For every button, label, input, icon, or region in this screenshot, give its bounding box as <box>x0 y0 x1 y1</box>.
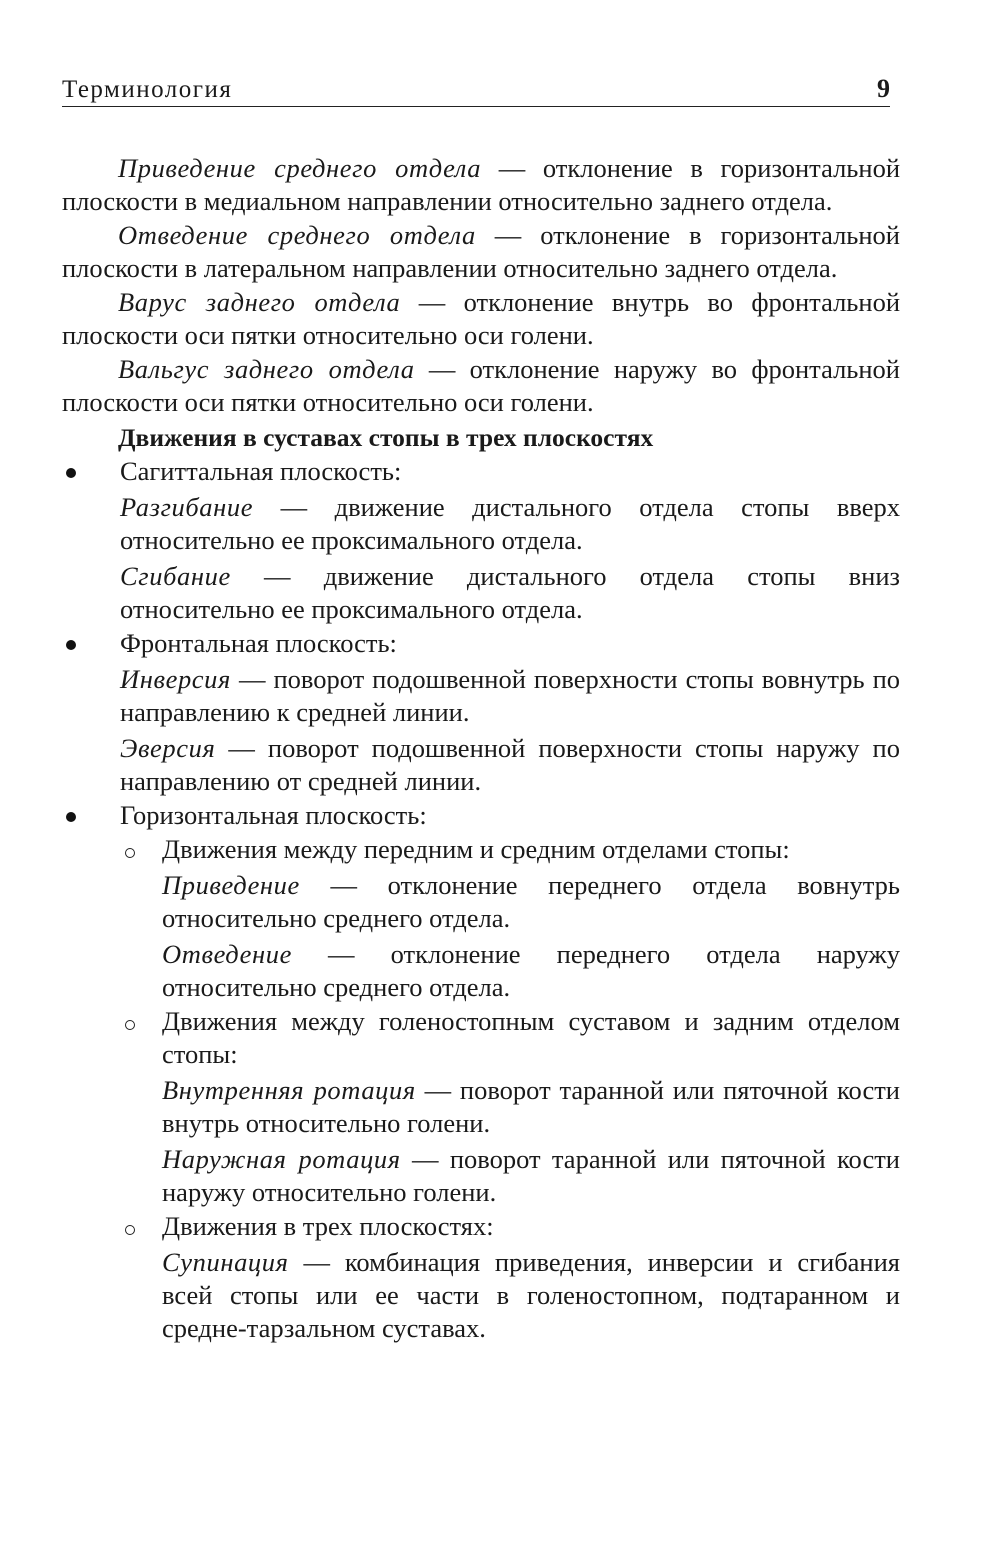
definition-item <box>162 938 900 1004</box>
term: Приведение <box>162 870 300 900</box>
paragraph <box>62 286 900 352</box>
definition-item <box>120 663 900 729</box>
definition: — движение дистального отдела стопы вверх относительно ее проксимального отдела. <box>120 492 900 555</box>
bullet-dot-icon <box>66 640 76 650</box>
term: Отведение среднего отдела <box>118 220 476 250</box>
term: Сгибание <box>120 561 231 591</box>
paragraph <box>62 353 900 419</box>
definition-item <box>162 1143 900 1209</box>
section-heading: Движения в суставах стопы в трех плоскостях <box>118 423 654 452</box>
sublist-label: Движения между передним и средним отделами стопы: <box>162 834 790 864</box>
bullet-dot-icon <box>66 468 76 478</box>
definition: — отклонение переднего отдела вовнутрь относительно среднего отдела. <box>162 870 900 933</box>
paragraph <box>62 152 900 218</box>
definition: — поворот таранной или пяточной кости наружу относительно голени. <box>162 1144 900 1207</box>
circle-bullet-icon <box>125 848 135 858</box>
term: Наружная ротация <box>162 1144 401 1174</box>
chapter-title: Терминология <box>62 76 233 103</box>
page-number: 9 <box>877 74 890 103</box>
definition-item <box>162 1246 900 1345</box>
definition: — отклонение переднего отдела наружу относительно среднего отдела. <box>162 939 900 1002</box>
term: Инверсия <box>120 664 231 694</box>
definition-item <box>162 869 900 935</box>
sublist-label: Движения между голеностопным суставом и задним отделом стопы: <box>162 1006 900 1069</box>
bullet-dot-icon <box>66 812 76 822</box>
term: Внутренняя ротация <box>162 1075 416 1105</box>
term: Отведение <box>162 939 292 969</box>
page-body <box>62 152 900 1345</box>
definition: — поворот подошвенной поверхности стопы наружу по направлению от средней линии. <box>120 733 900 796</box>
list-item-horizontal <box>62 799 900 832</box>
definition: — отклонение в горизонтальной плоскости в медиальном направлении относительно заднего отдела. <box>62 153 901 216</box>
term: Эверсия <box>120 733 216 763</box>
definition: — движение дистального отдела стопы вниз относительно ее проксимального отдела. <box>120 561 900 624</box>
sublist-label: Движения в трех плоскостях: <box>162 1211 494 1241</box>
term: Разгибание <box>120 492 254 522</box>
running-header <box>62 72 890 107</box>
definition-item <box>162 1074 900 1140</box>
sublist-item <box>62 833 900 1004</box>
plane-label: Сагиттальная плоскость: <box>120 456 402 486</box>
definition: — отклонение в горизонтальной плоскости в латеральном направлении относительно заднего отдела. <box>62 220 900 283</box>
plane-label: Горизонтальная плоскость: <box>120 800 427 830</box>
sublist-item <box>62 1005 900 1209</box>
term: Варус заднего отдела <box>118 287 401 317</box>
definition: — поворот таранной или пяточной кости внутрь относительно голени. <box>162 1075 900 1138</box>
paragraph <box>62 219 900 285</box>
definition-item <box>120 732 900 798</box>
term: Супинация <box>162 1247 289 1277</box>
definition: — отклонение внутрь во фронтальной плоскости оси пятки относительно оси голени. <box>62 287 900 350</box>
list-item-sagittal <box>62 455 900 626</box>
definition-item <box>120 560 900 626</box>
circle-bullet-icon <box>125 1020 135 1030</box>
definition: — отклонение наружу во фронтальной плоскости оси пятки относительно оси голени. <box>62 354 900 417</box>
sublist-item <box>62 1210 900 1345</box>
definition: — комбинация приведения, инверсии и сгибания всей стопы или ее части в голеностопном, подтаранном и средне-тарзальном суставах. <box>162 1247 900 1343</box>
list-item-frontal <box>62 627 900 798</box>
circle-bullet-icon <box>125 1225 135 1235</box>
term: Вальгус заднего отдела <box>118 354 415 384</box>
definition: — поворот подошвенной поверхности стопы вовнутрь по направлению к средней линии. <box>120 664 900 727</box>
term: Приведение среднего отдела <box>118 153 482 183</box>
definition-item <box>120 491 900 557</box>
plane-label: Фронтальная плоскость: <box>120 628 397 658</box>
